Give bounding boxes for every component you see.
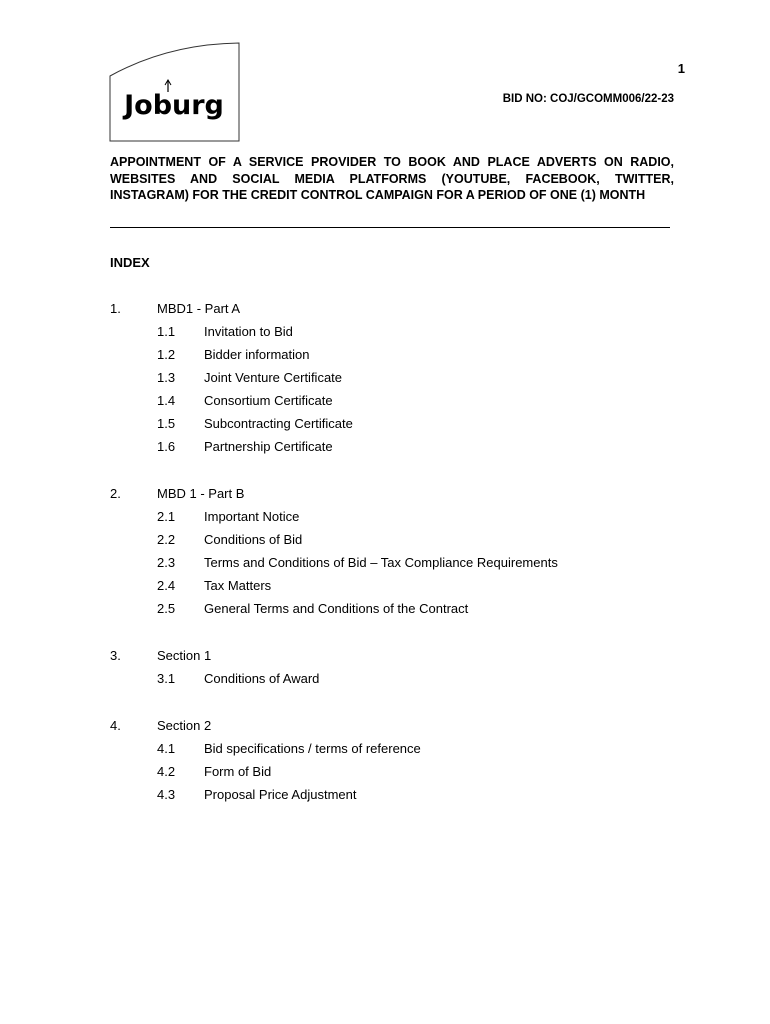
item-label: Conditions of Bid bbox=[204, 532, 303, 547]
logo-lettering: Joburg bbox=[124, 90, 224, 121]
index-item bbox=[110, 347, 670, 370]
index-section bbox=[110, 301, 670, 462]
section-title: MBD 1 - Part B bbox=[157, 486, 245, 501]
item-label: Important Notice bbox=[204, 509, 300, 524]
bid-number: BID NO: COJ/GCOMM006/22-23 bbox=[502, 93, 674, 105]
item-number: 2.2 bbox=[157, 532, 176, 547]
item-number: 2.5 bbox=[157, 601, 176, 616]
section-heading bbox=[110, 486, 670, 509]
item-number: 4.2 bbox=[157, 764, 176, 779]
item-label: Subcontracting Certificate bbox=[204, 416, 353, 431]
item-number: 1.6 bbox=[157, 439, 176, 454]
index-item bbox=[110, 787, 670, 810]
item-number: 1.3 bbox=[157, 370, 176, 385]
index-heading: INDEX bbox=[110, 255, 150, 270]
item-label: Conditions of Award bbox=[204, 671, 320, 686]
index-item bbox=[110, 370, 670, 393]
index-item bbox=[110, 393, 670, 416]
item-label: General Terms and Conditions of the Contract bbox=[204, 601, 469, 616]
index-item bbox=[110, 741, 670, 764]
item-label: Bidder information bbox=[204, 347, 310, 362]
item-label: Bid specifications / terms of reference bbox=[204, 741, 421, 756]
section-heading bbox=[110, 648, 670, 671]
item-label: Joint Venture Certificate bbox=[204, 370, 343, 385]
index-item bbox=[110, 532, 670, 555]
index-item bbox=[110, 671, 670, 694]
index-item bbox=[110, 601, 670, 624]
index-item bbox=[110, 578, 670, 601]
item-number: 1.5 bbox=[157, 416, 176, 431]
item-number: 4.3 bbox=[157, 787, 176, 802]
index-item bbox=[110, 555, 670, 578]
index-item bbox=[110, 509, 670, 532]
section-title: Section 1 bbox=[157, 648, 212, 663]
item-number: 2.3 bbox=[157, 555, 176, 570]
section-heading bbox=[110, 301, 670, 324]
item-number: 2.1 bbox=[157, 509, 176, 524]
page-number: 1 bbox=[677, 61, 685, 76]
item-number: 2.4 bbox=[157, 578, 176, 593]
joburg-logo-mark bbox=[108, 42, 242, 142]
section-title: MBD1 - Part A bbox=[157, 301, 241, 316]
item-label: Invitation to Bid bbox=[204, 324, 293, 339]
section-heading bbox=[110, 718, 670, 741]
joburg-logo bbox=[108, 42, 242, 142]
item-number: 1.4 bbox=[157, 393, 176, 408]
item-number: 4.1 bbox=[157, 741, 176, 756]
item-number: 1.1 bbox=[157, 324, 176, 339]
item-label: Form of Bid bbox=[204, 764, 272, 779]
index-section bbox=[110, 648, 670, 694]
section-number: 1. bbox=[110, 301, 121, 316]
index-item bbox=[110, 439, 670, 462]
item-label: Consortium Certificate bbox=[204, 393, 333, 408]
section-number: 4. bbox=[110, 718, 121, 733]
item-number: 1.2 bbox=[157, 347, 176, 362]
document-title: APPOINTMENT OF A SERVICE PROVIDER TO BOOK AND PLACE ADVERTS ON RADIO, WEBSITES AND SOCIAL MEDIA PLATFORMS (YOUTUBE, FACEBOOK, TWITTER, INSTAGRAM) FOR THE CREDIT CONTROL CAMPAIGN FOR A PERIOD OF ONE (1) MONTH bbox=[110, 155, 674, 202]
section-title: Section 2 bbox=[157, 718, 212, 733]
index-section bbox=[110, 718, 670, 810]
item-number: 3.1 bbox=[157, 671, 176, 686]
index-list bbox=[110, 301, 670, 834]
section-number: 3. bbox=[110, 648, 121, 663]
item-label: Proposal Price Adjustment bbox=[204, 787, 357, 802]
section-number: 2. bbox=[110, 486, 121, 501]
index-item bbox=[110, 324, 670, 347]
index-section bbox=[110, 486, 670, 624]
item-label: Partnership Certificate bbox=[204, 439, 333, 454]
index-item bbox=[110, 764, 670, 787]
item-label: Terms and Conditions of Bid – Tax Compliance Requirements bbox=[204, 555, 558, 570]
item-label: Tax Matters bbox=[204, 578, 272, 593]
title-underline bbox=[110, 227, 670, 228]
index-item bbox=[110, 416, 670, 439]
